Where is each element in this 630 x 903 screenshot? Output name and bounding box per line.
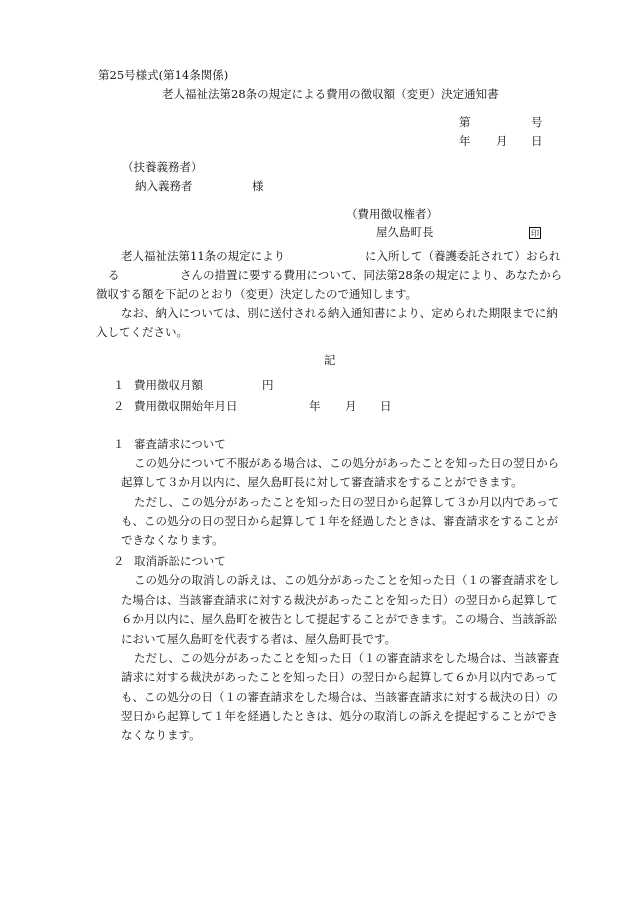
note-1-line: も、この処分の日の翌日から起算して１年を経過したときは、審査請求をすることが [121, 514, 558, 528]
doc-number-suffix: 号 [531, 115, 543, 129]
note-2-number: ２ [113, 554, 125, 568]
date-year: 年 [459, 134, 471, 148]
item-2-number: ２ [113, 399, 125, 413]
note-1-line: この処分について不服がある場合は、この処分があったことを知った日の翌日から [134, 456, 560, 470]
document-title: 老人福祉法第28条の規定による費用の徴収額（変更）決定通知書 [162, 87, 499, 101]
note-2-line: ただし、この処分があったことを知った日（１の審査請求をした場合は、当該審査 [134, 651, 560, 665]
recipient-role: （扶養義務者） [122, 160, 203, 174]
body-p1-line2-b: さんの措置に要する費用について、同法第28条の規定により、あなたから [180, 268, 563, 282]
item-1-number: １ [113, 378, 125, 392]
body-p1-line2-a: る [108, 268, 120, 282]
note-2-line: において屋久島町を代表する者は、屋久島町長です。 [121, 632, 397, 646]
note-1-line: ただし、この処分があったことを知った日の翌日から起算して３か月以内であって [134, 495, 560, 509]
note-2-line: 翌日から起算して１年を経過したときは、処分の取消しの訴えを提起することができ [121, 709, 558, 723]
doc-number-prefix: 第 [459, 115, 471, 129]
item-1-label: 費用徴収月額 [134, 378, 203, 392]
body-p2-line2: 入してください。 [96, 325, 188, 339]
item-2-year: 年 [309, 399, 321, 413]
form-number: 第25号様式(第14条関係) [98, 68, 229, 82]
issuer-name: 屋久島町長 [376, 225, 434, 239]
note-2-title: 取消訴訟について [134, 554, 226, 568]
item-2-label: 費用徴収開始年月日 [134, 399, 238, 413]
note-2-line: た場合は、当該審査請求に対する裁決があったことを知った日）の翌日から起算して [121, 593, 558, 607]
body-p2-line1: なお、納入については、別に送付される納入通知書により、定められた期限までに納 [121, 306, 558, 320]
recipient-label: 納入義務者 [135, 179, 193, 193]
date-day: 日 [531, 134, 543, 148]
body-p1-line1-a: 老人福祉法第11条の規定により [121, 249, 286, 263]
date-month: 月 [496, 134, 508, 148]
seal-icon: 印 [531, 229, 539, 238]
note-2-line: ６か月以内に、屋久島町を被告として提起することができます。この場合、当該訴訟 [121, 612, 558, 626]
ki-heading: 記 [324, 353, 336, 367]
body-p1-line1-b: に入所して（養護委託されて）おられ [365, 249, 561, 263]
note-1-number: １ [113, 437, 125, 451]
item-1-unit: 円 [262, 378, 274, 392]
item-2-month: 月 [345, 399, 357, 413]
note-2-line: この処分の取消しの訴えは、この処分があったことを知った日（１の審査請求をし [134, 573, 560, 587]
note-1-line: 起算して３か月以内に、屋久島町長に対して審査請求をすることができます。 [121, 475, 523, 489]
note-2-line: 請求に対する裁決があったことを知った日）の翌日から起算して６か月以内であって [121, 670, 558, 684]
recipient-honorific: 様 [252, 179, 264, 193]
issuer-role: （費用徴収権者） [346, 207, 438, 221]
note-1-line: できなくなります。 [121, 533, 224, 547]
seal-mark [529, 222, 541, 242]
note-2-line: も、この処分の日（１の審査請求をした場合は、当該審査請求に対する裁決の日）の [121, 690, 558, 704]
note-2-line: なくなります。 [121, 728, 201, 742]
note-1-title: 審査請求について [134, 437, 226, 451]
item-2-day: 日 [380, 399, 392, 413]
body-p1-line3: 徴収する額を下記のとおり（変更）決定したので通知します。 [96, 287, 418, 301]
